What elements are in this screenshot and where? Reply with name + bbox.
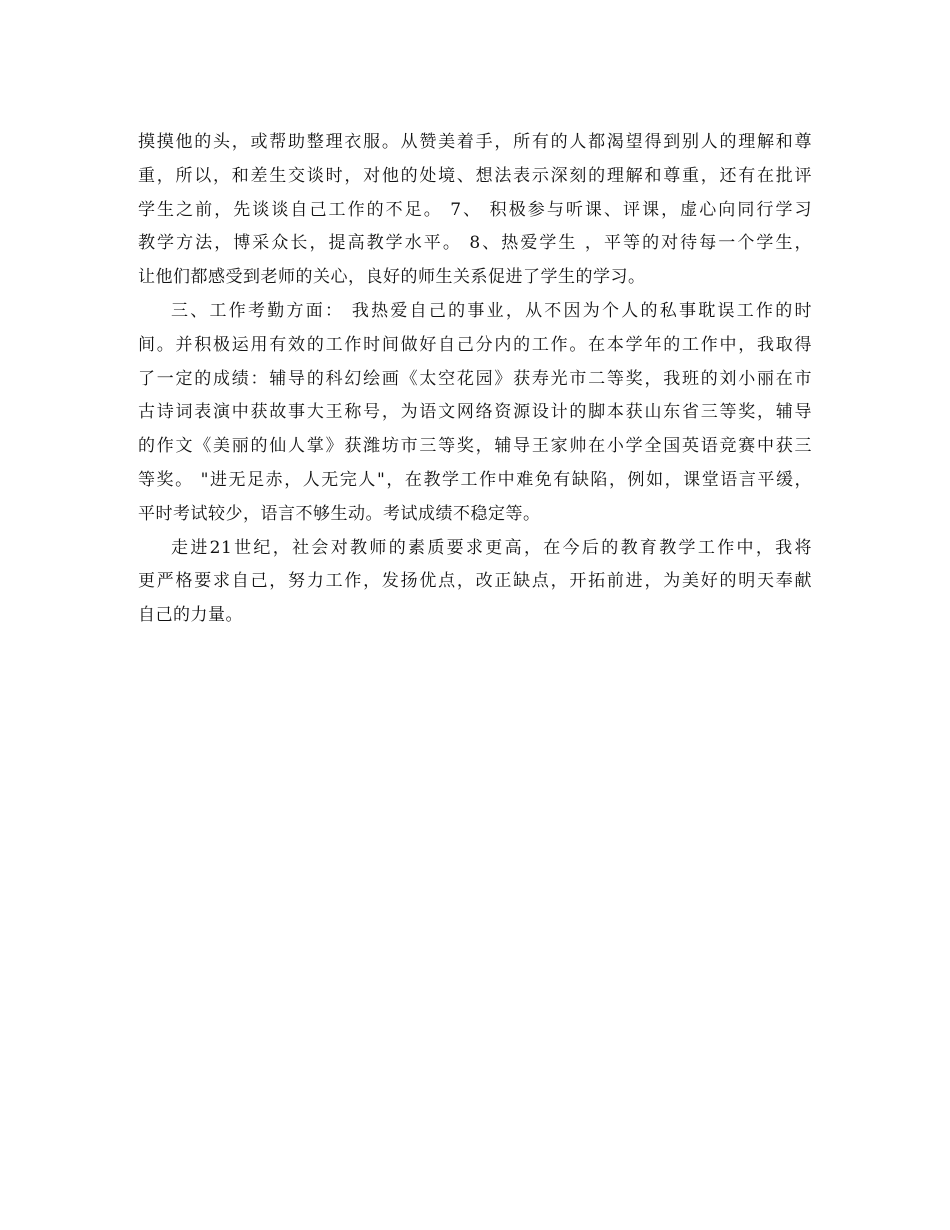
body-line: 间。并积极运用有效的工作时间做好自己分内的工作。在本学年的工作中，我取得 <box>138 334 812 355</box>
body-line: 古诗词表演中获故事大王称号，为语文网络资源设计的脚本获山东省三等奖，辅导 <box>138 402 812 423</box>
paragraph-start-line: 三、工作考勤方面： 我热爱自己的事业，从不因为个人的私事耽误工作的时 <box>171 300 812 321</box>
body-line: 了一定的成绩：辅导的科幻绘画《太空花园》获寿光市二等奖，我班的刘小丽在市 <box>138 368 812 389</box>
body-line: 摸摸他的头，或帮助整理衣服。从赞美着手，所有的人都渴望得到别人的理解和尊 <box>138 132 812 152</box>
body-line: 自己的力量。 <box>138 605 243 626</box>
body-line: 更严格要求自己，努力工作，发扬优点，改正缺点，开拓前进，为美好的明天奉献 <box>138 571 812 592</box>
body-line: 的作文《美丽的仙人掌》获潍坊市三等奖，辅导王家帅在小学全国英语竞赛中获三 <box>138 436 812 457</box>
body-line: 教学方法，博采众长，提高教学水平。 8、热爱学生 ，平等的对待每一个学生， <box>138 233 812 254</box>
body-line: 等奖。 "进无足赤，人无完人"，在教学工作中难免有缺陷，例如，课堂语言平缓， <box>138 469 812 490</box>
document-body <box>138 126 812 633</box>
paragraph-start-line: 走进21世纪，社会对教师的素质要求更高，在今后的教育教学工作中，我将 <box>171 537 812 558</box>
body-line: 学生之前，先谈谈自己工作的不足。 7、 积极参与听课、评课，虚心向同行学习 <box>138 199 812 220</box>
body-line: 平时考试较少，语言不够生动。考试成绩不稳定等。 <box>138 503 541 524</box>
body-line: 重，所以，和差生交谈时，对他的处境、想法表示深刻的理解和尊重，还有在批评 <box>138 165 812 186</box>
body-line: 让他们都感受到老师的关心，良好的师生关系促进了学生的学习。 <box>138 267 646 288</box>
